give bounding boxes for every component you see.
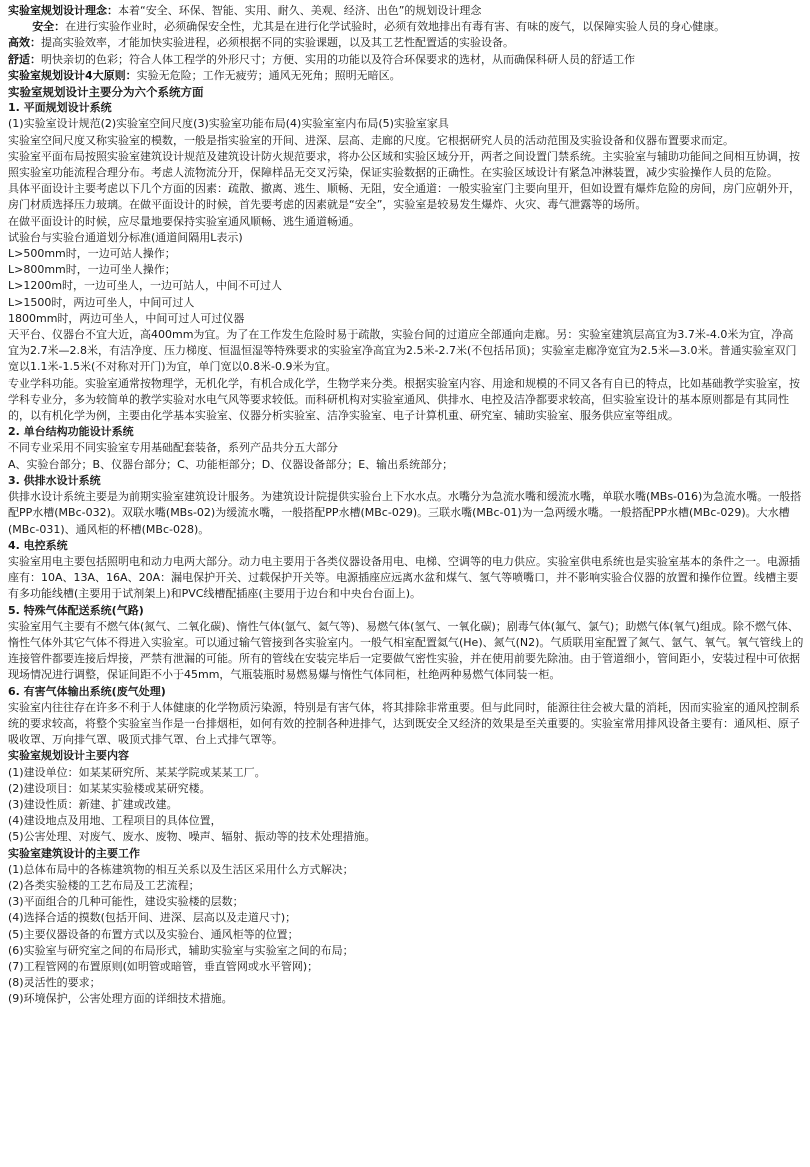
work-content-heading: 实验室规划设计主要内容	[8, 749, 129, 763]
work-content-item: (3)建设性质：新建、扩建或改建。	[8, 797, 178, 811]
section-6-line: 实验室内往往存在许多不利于人体健康的化学物质污染源，特别是有害气体，将其排除非常重要。但与此同时，能源往往会被大量的消耗，因而实验室的通风控制系统的要求较高，将整个实验室当作是一台排烟柜，如何有效的控制各种进排气，达到既安全又经济的效果是至关重要的。实验室常用排风设备主要有：通风柜、原子吸收罩、万向排气罩、吸顶式排气罩、台上式排气罩等。	[8, 700, 800, 747]
comfort-label: 舒适：	[8, 52, 41, 66]
efficiency-paragraph	[8, 35, 804, 51]
section-2-line: A、实验台部分；B、仪器台部分；C、功能柜部分；D、仪器设备部分；E、输出系统部分；	[8, 457, 454, 471]
work-content-item: (5)公害处理、对废气、废水、废物、噪声、辐射、振动等的技术处理措施。	[8, 830, 376, 844]
work-content-item: (1)建设单位：如某某研究所、某某学院或某某工厂。	[8, 765, 266, 779]
principles-label: 实验室规划设计4大原则：	[8, 68, 137, 82]
section-4-heading: 4. 电控系统	[8, 538, 68, 552]
work-content-item: (2)建设项目：如某某实验楼或某研究楼。	[8, 781, 211, 795]
main-work-item: (4)选择合适的摸数(包括开间、进深、层高以及走道尺寸)；	[8, 911, 297, 925]
section-2-heading: 2. 单台结构功能设计系统	[8, 425, 134, 439]
main-work-item: (2)各类实验楼的工艺布局及工艺流程；	[8, 878, 200, 892]
section-5-line: 实验室用气主要有不燃气体(氮气、二氧化碳)、惰性气体(氩气、氦气等)、易燃气体(氢气、一氧化碳)；剧毒气体(氟气、氯气)；助燃气体(氧气)组成。除不燃气体、惰性气体外其它气体不得进入实验室。可以通过输气管接到各实验室内。一般气相室配置氦气(He)、氮气(N2)。气质联用室配置了氮气、氩气、氧气。氧气管线上的连接管件都要连接后焊接，严禁有泄漏的可能。所有的管线在安装完毕后一定要做气密性实验，并在使用前要先除油。由于管道细小，管间距小，安装过程中可依据现场情况进行调整，保证间距不小于45mm，气瓶装瓶时易燃易爆与惰性气体同柜，杜绝两种易燃气体同装一柜。	[8, 619, 804, 682]
main-work-item: (5)主要仪器设备的布置方式以及实验台、通风柜等的位置；	[8, 927, 299, 941]
safety-paragraph	[8, 19, 804, 35]
section-1-line: 具体平面设计主要考虑以下几个方面的因素：疏散、撤离、逃生、顺畅、无阻，安全通道：一般实验室门主要向里开，但如设置有爆炸危险的房间，房门应朝外开，房门材质选择压力玻璃。在做平面设计的时候，首先要考虑的因素就是“安全”，实验室是较易发生爆炸、火灾、毒气泄露等的场所。	[8, 182, 800, 212]
section-3-line: 供排水设计系统主要是为前期实验室建筑设计服务。为建筑设计院提供实验台上下水水点。水嘴分为急流水嘴和缓流水嘴，单联水嘴(MBs-016)为急流水嘴。一般搭配PP水槽(MBc-032)。双联水嘴(MBs-02)为缓流水嘴，一般搭配PP水槽(MBc-029)。三联水嘴(MBc-01)为一急两缓水嘴。一般搭配PP水槽(MBc-029)。大水槽(MBc-031)、通风柜的杯槽(MBc-028)。	[8, 490, 802, 536]
section-1-line: L>1500时，两边可坐人，中间可过人	[8, 295, 195, 309]
main-work-item: (9)环境保护，公害处理方面的详细技术措施。	[8, 992, 233, 1006]
section-1-heading: 1. 平面规划设计系统	[8, 101, 112, 115]
work-content-item: (4)建设地点及用地、工程项目的具体位置，	[8, 814, 222, 828]
section-1-line: 实验室空间尺度又称实验室的模数，一般是指实验室的开间、进深、层高、走廊的尺度。它根据研究人员的活动范围及实验设备和仪器布置要求而定。	[8, 133, 734, 147]
comfort-text: 明快亲切的色彩；符合人体工程学的外形尺寸；方便、实用的功能以及符合环保要求的选材，从而确保科研人员的舒适工作	[41, 52, 635, 66]
section-5-heading: 5. 特殊气体配送系统(气路)	[8, 603, 144, 617]
main-work-item: (6)实验室与研究室之间的布局形式，辅助实验室与实验室之间的布局；	[8, 943, 354, 957]
main-work-item: (3)平面组合的几种可能性，建设实验楼的层数；	[8, 895, 244, 909]
main-work-item: (8)灵活性的要求；	[8, 976, 101, 990]
design-concept	[8, 3, 804, 19]
main-work-heading: 实验室建筑设计的主要工作	[8, 846, 140, 860]
efficiency-text: 提高实验效率，才能加快实验进程，必须根据不同的实验课题，以及其工艺性配置适的实验设备。	[41, 36, 514, 50]
comfort-paragraph	[8, 52, 804, 68]
concept-label: 实验室规划设计理念：	[8, 4, 118, 17]
main-work-item: (1)总体布局中的各栋建筑物的相互关系以及生活区采用什么方式解决；	[8, 862, 354, 876]
safety-text: 在进行实验作业时，必须确保安全性，尤其是在进行化学试验时，必须有效地排出有毒有害、有味的废气，以保障实验人员的身心健康。	[65, 20, 726, 34]
section-1-line: 实验室平面布局按照实验室建筑设计规范及建筑设计防火规范要求，将办公区域和实验区域分开，两者之间设置门禁系统。主实验室与辅助功能间之间相互协调，按照实验室功能流程合理分布。考虑人流物流分开，保障样品无交叉污染，保证实验数据的正确性。在实验区域设计有紧急冲淋装置，减少实验操作人员的危险。	[8, 149, 800, 180]
section-1-line: 天平台、仪器台不宜大近，高400mm为宜。为了在工作发生危险时易于疏散，实验台间的过道应全部通向走廊。另：实验室建筑层高宜为3.7米-4.0米为宜，净高宜为2.7米—2.8米，有洁净度、压力梯度、恒温恒湿等特殊要求的实验室净高宜为2.5米-2.7米(不包括吊顶)；实验室走廊净宽宜为2.5米—3.0米。普通实验室双门宽以1.1米-1.5米(不对称对开门)为宜，单门宽以0.8米-0.9米为宜。	[8, 328, 797, 374]
principles-text: 实验无危险；工作无疲劳；通风无死角；照明无暗区。	[136, 68, 401, 82]
section-1-line: L>1200m时，一边可坐人，一边可站人，中间不可过人	[8, 279, 283, 293]
section-1-line: 专业学科功能。实验室通常按物理学，无机化学，有机合成化学，生物学来分类。根据实验室内容、用途和规模的不同又各有自已的特点，比如基础教学实验室，按学科专业分，多为较简单的教学实验对水电气风等要求较低。而科研机构对实验室通风、供排水、电控及洁净都要求较高，但实验室设计的基本原则都是有其同性的，以有机化学为例，主要由化学基本实验室、仪器分析实验室、洁净实验室、电子计算机重、研究室、辅助实验室、服务供应室等组成。	[8, 376, 800, 423]
main-work-item: (7)工程管网的布置原则(如明管或暗管，垂直管网或水平管网)；	[8, 959, 319, 973]
section-1-line: (1)实验室设计规范(2)实验室空间尺度(3)实验室功能布局(4)实验室室内布局(5)实验室家具	[8, 117, 449, 131]
section-6-heading: 6. 有害气体输出系统(废气处理)	[8, 684, 166, 698]
section-1-line: 在做平面设计的时候，应尽量地要保持实验室通风顺畅、逃生通道畅通。	[8, 214, 360, 228]
section-1-line: L>500mm时，一边可站人操作；	[8, 247, 176, 261]
section-3-heading: 3. 供排水设计系统	[8, 473, 101, 487]
principles-paragraph	[8, 68, 804, 84]
concept-text: 本着“安全、环保、智能、实用、耐久、美观、经济、出色”的规划设计理念	[118, 4, 482, 17]
section-1-line: L>800mm时，一边可坐人操作；	[8, 263, 176, 277]
safety-label: 安全：	[32, 20, 66, 34]
efficiency-label: 高效：	[8, 36, 41, 50]
main-heading: 实验室规划设计主要分为六个系统方面	[8, 85, 204, 100]
section-1-line: 试验台与实验台通道划分标准(通道间隔用L表示)	[8, 230, 243, 244]
section-2-line: 不同专业采用不同实验室专用基础配套装备，系列产品共分五大部分	[8, 441, 338, 455]
section-4-line: 实验室用电主要包括照明电和动力电两大部分。动力电主要用于各类仪器设备用电、电梯、空调等的电力供应。实验室供电系统也是实验室基本的条件之一。电源插座有：10A、13A、16A、20A：漏电保护开关、过载保护开关等。电源插座应远离水盆和煤气、氢气等喷嘴口，并不影响实验合仪器的放置和操作位置。线槽主要有多功能线槽(主要用于试剂架上)和PVC线槽配插座(主要用于边台和中央台台面上)。	[8, 554, 800, 601]
section-1-line: 1800mm时，两边可坐人，中间可过人可过仪器	[8, 311, 245, 325]
